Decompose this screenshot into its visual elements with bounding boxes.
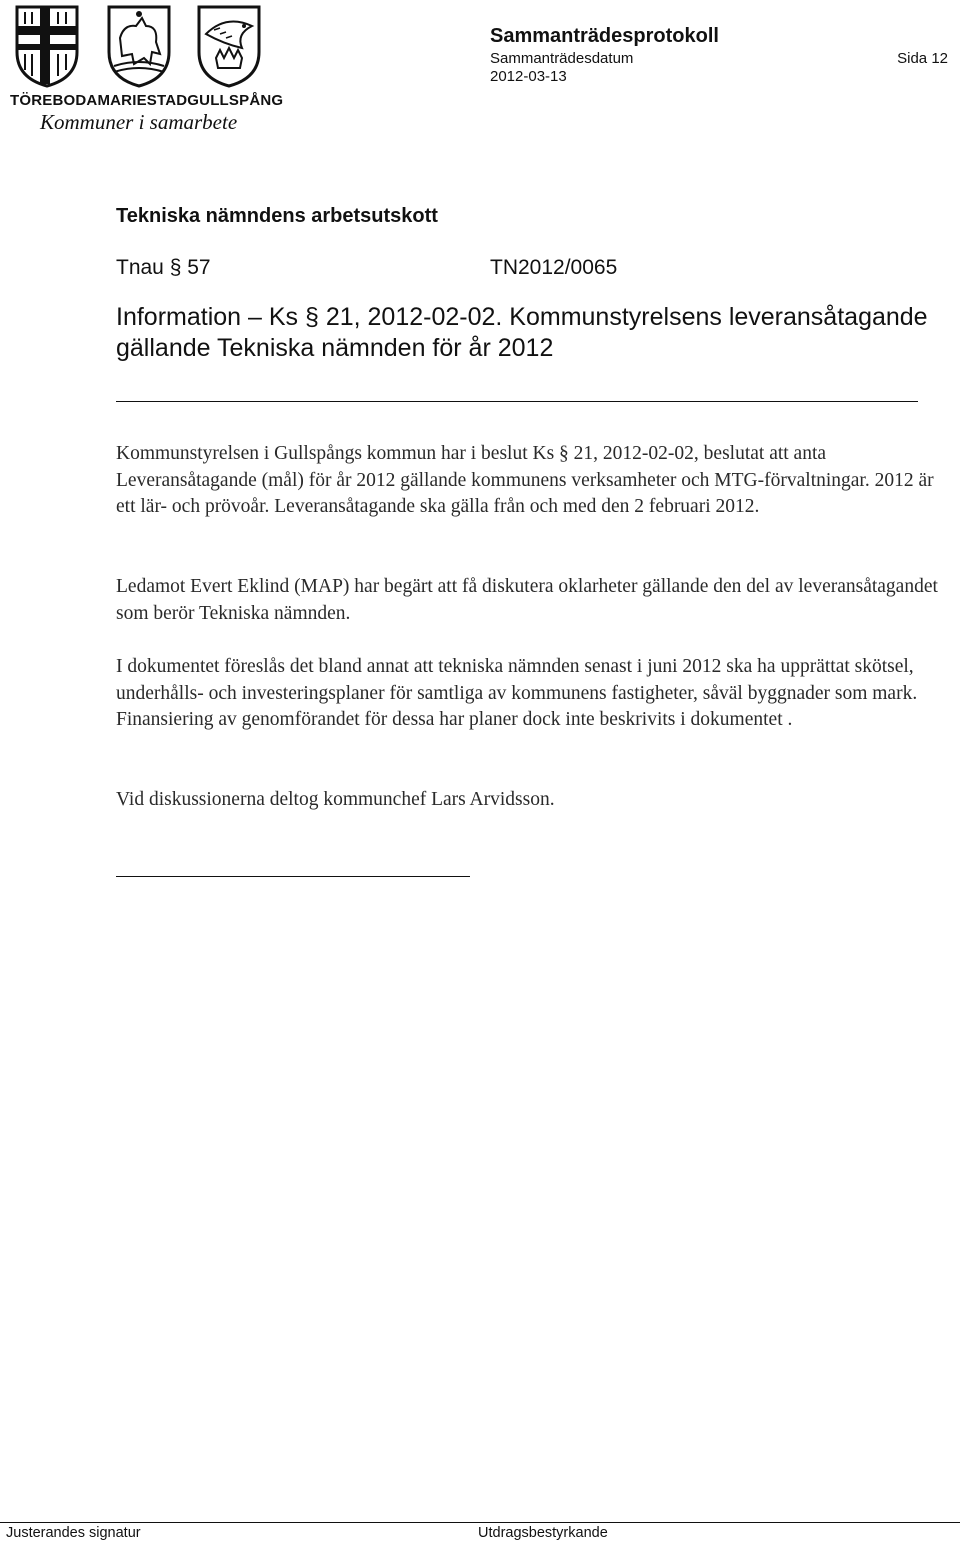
municipality-name: TÖREBODA — [10, 92, 98, 109]
footer-certification-label: Utdragsbestyrkande — [478, 1525, 608, 1541]
divider — [116, 401, 918, 402]
paragraph — [116, 787, 946, 814]
case-number: TN2012/0065 — [490, 256, 618, 279]
header-logos — [10, 4, 284, 134]
paragraph-text: Kommunstyrelsen i Gullspångs kommun har i beslut Ks § 21, 2012-02-02, beslutat att anta Leveransåtagande (mål) för år 2012 gällande kommunens verksamheter och MTG-förvaltningar. 2012 är ett lär- och prövoår. Leveransåtagande ska gälla från och med den 2 februari 2012. — [116, 443, 934, 517]
footer-signature-label: Justerandes signatur — [6, 1525, 141, 1541]
subject-heading: Information – Ks § 21, 2012-02-02. Kommunstyrelsens leveransåtagande gällande Tekniska nämnden för år 2012 — [116, 303, 928, 362]
paragraph-text: Vid diskussionerna deltog kommunchef Lars Arvidsson. — [116, 789, 555, 810]
municipality-name: MARIESTAD — [97, 92, 188, 109]
paragraph — [116, 574, 946, 627]
municipality-name: GULLSPÅNG — [187, 92, 284, 109]
mariestad-coat-of-arms-icon — [106, 4, 172, 88]
paragraph-text: I dokumentet föreslås det bland annat att tekniska nämnden senast i juni 2012 ska ha upprättat skötsel, underhålls- och investeringsplaner för samtliga av kommunens fastigheter, såväl byggnader som mark. Finansiering av genomförandet för dessa har planer dock inte beskrivits i dokumentet . — [116, 656, 918, 730]
paragraph — [116, 441, 946, 521]
meeting-date-label: Sammanträdesdatum — [490, 50, 634, 67]
footer-divider — [0, 1522, 960, 1523]
tagline: Kommuner i samarbete — [40, 110, 238, 134]
municipality-names — [10, 92, 284, 109]
page-number: Sida 12 — [897, 50, 948, 67]
meeting-date: 2012-03-13 — [490, 68, 567, 85]
document-title: Sammanträdesprotokoll — [490, 25, 719, 47]
paragraph-text: Ledamot Evert Eklind (MAP) har begärt att få diskutera oklarheter gällande den del av leveransåtagandet som berör Tekniska nämnden. — [116, 576, 938, 624]
gullspang-coat-of-arms-icon — [196, 4, 262, 88]
paragraph — [116, 654, 946, 734]
signature-line — [116, 876, 470, 877]
section-number: Tnau § 57 — [116, 256, 211, 279]
toreboda-coat-of-arms-icon — [14, 4, 80, 88]
committee-heading: Tekniska nämndens arbetsutskott — [116, 205, 438, 227]
